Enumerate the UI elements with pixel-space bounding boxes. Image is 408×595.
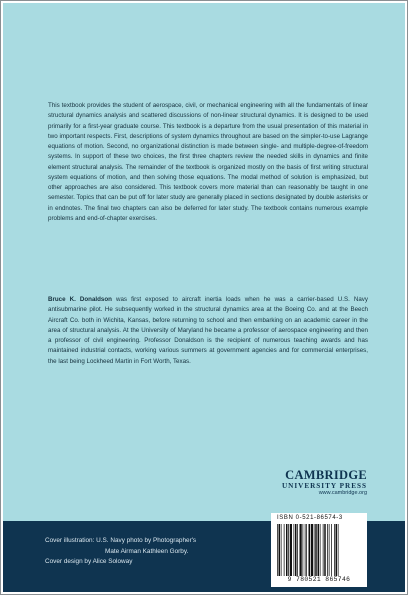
credit-line-design: Cover design by Alice Soloway xyxy=(45,558,133,565)
publisher-subtitle: UNIVERSITY PRESS xyxy=(281,482,367,490)
cover-credits xyxy=(45,536,196,568)
credit-line-illustration: Cover illustration: U.S. Navy photo by Photographer's xyxy=(45,537,197,544)
barcode-digits: 9 780521 865746 xyxy=(287,576,351,583)
barcode-panel xyxy=(271,513,367,587)
publisher-name: CAMBRIDGE xyxy=(285,468,367,482)
author-name: Bruce K. Donaldson xyxy=(48,296,112,303)
author-bio xyxy=(48,295,368,367)
cover-background xyxy=(3,3,405,521)
book-description: This textbook provides the student of aerospace, civil, or mechanical engineering with all the fundamentals of linear structural dynamics analysis and scattered discussions of non-linear structural dynamics. It is designed to be used primarily for a first-year graduate course. This textbook is a departure from the usual presentation of this material in two important respects. First, descriptions of system dynamics throughout are based on the simpler-to-use Lagrange equations of motion. Second, no organizational distinction is made between single- and multiple-degree-of-freedom systems. In support of these two choices, the first three chapters review the needed skills in dynamics and finite element structural analysis. The remainder of the textbook is organized mostly on the basis of first writing structural system equations of motion, and then solving those equations. The modal method of solution is emphasized, but other approaches are also considered. This textbook covers more material than can reasonably be taught in one semester. Topics that can be put off for later study are generally placed in sections designated by double asterisks or in endnotes. The final two chapters can also be deferred for later study. The textbook contains numerous example problems and end-of-chapter exercises. xyxy=(48,102,368,222)
publisher-url: www.cambridge.org xyxy=(318,490,367,496)
publisher-logo xyxy=(282,469,367,497)
barcode-icon xyxy=(277,524,361,576)
credit-line-photographer: Mate Airman Kathleen Gorby. xyxy=(105,547,189,555)
author-bio-text: was first exposed to aircraft inertia loads when he was a carrier-based U.S. Navy antisubmarine pilot. He subsequently worked in the structural dynamics area at the Boeing Co. and at the Beech Aircraft Co. both in Wichita, Kansas, before returning to school and then embarking on an academic career in the area of structural analysis. At the University of Maryland he became a professor of aerospace engineering and then a professor of civil engineering. Professor Donaldson is the recipient of numerous teaching awards and has maintained industrial contacts, working various summers at government agencies and for commercial enterprises, the last being Lockheed Martin in Fort Worth, Texas. xyxy=(48,296,368,365)
isbn-label: ISBN 0-521-86574-3 xyxy=(277,515,343,521)
